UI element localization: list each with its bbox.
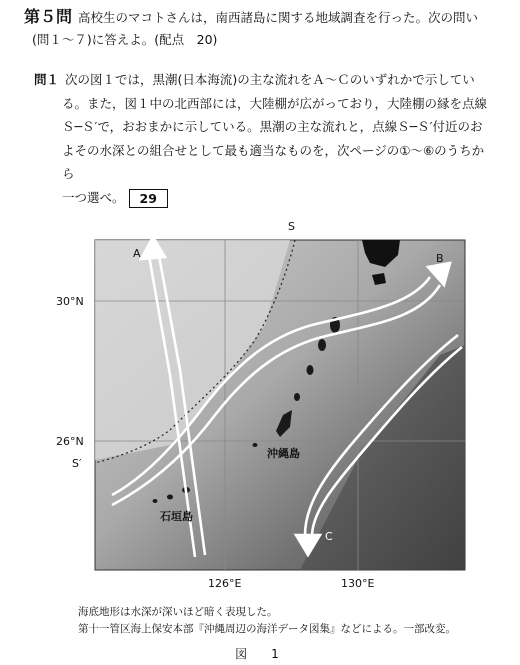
question-1 — [34, 68, 496, 209]
intro-text-line1: 高校生のマコトさんは，南西諸島に関する地域調査を行った。次の問い — [78, 10, 479, 25]
question-header — [24, 6, 504, 51]
q1-text-line2: る。また，図１中の北西部には，大陸棚が広がっており，大陸棚の縁を点線 — [62, 95, 488, 111]
label-s-prime: S′ — [72, 457, 82, 470]
answer-box[interactable]: 29 — [129, 189, 168, 208]
q1-text-line5: 一つ選べ。 — [62, 189, 125, 205]
intro-text-line2: (問１～７)に答えよ。(配点 20) — [32, 32, 218, 47]
island-label-ishigaki: 石垣島 — [160, 510, 193, 523]
label-s: S — [288, 220, 295, 233]
figure-title: 図 1 — [235, 647, 285, 661]
island-label-okinawa: 沖縄島 — [267, 447, 300, 460]
figure-note-2: 第十一管区海上保安本部『沖縄周辺の海洋データ図集』などによる。一部改変。 — [78, 623, 456, 635]
lat-label-30n: 30°N — [56, 295, 84, 308]
route-label-b: B — [436, 252, 444, 265]
q1-text-line3: Ｓ─Ｓ′で，おおまかに示している。黒潮の主な流れと，点線Ｓ─Ｓ′付近のお — [62, 119, 483, 134]
map-svg — [0, 205, 520, 600]
route-label-a: A — [133, 247, 141, 260]
header-line1 — [24, 6, 504, 29]
lat-label-26n: 26°N — [56, 435, 84, 448]
lon-label-126e: 126°E — [208, 577, 242, 590]
route-label-c: C — [325, 530, 333, 543]
q1-line1 — [34, 68, 496, 92]
figure-1-map — [0, 205, 520, 600]
figure-note-1: 海底地形は水深が深いほど暗く表現した。 — [78, 606, 278, 618]
question-number: 第５問 — [24, 7, 73, 26]
q1-label: 問１ — [34, 72, 60, 87]
figure-notes — [78, 604, 456, 638]
q1-text-line1: 次の図１では，黒潮(日本海流)の主な流れをＡ～Ｃのいずれかで示してい — [65, 72, 475, 87]
q1-text-line4: よその水深との組合せとして最も適当なものを，次ページの①～⑥のうちから — [62, 142, 485, 181]
lon-label-130e: 130°E — [341, 577, 375, 590]
